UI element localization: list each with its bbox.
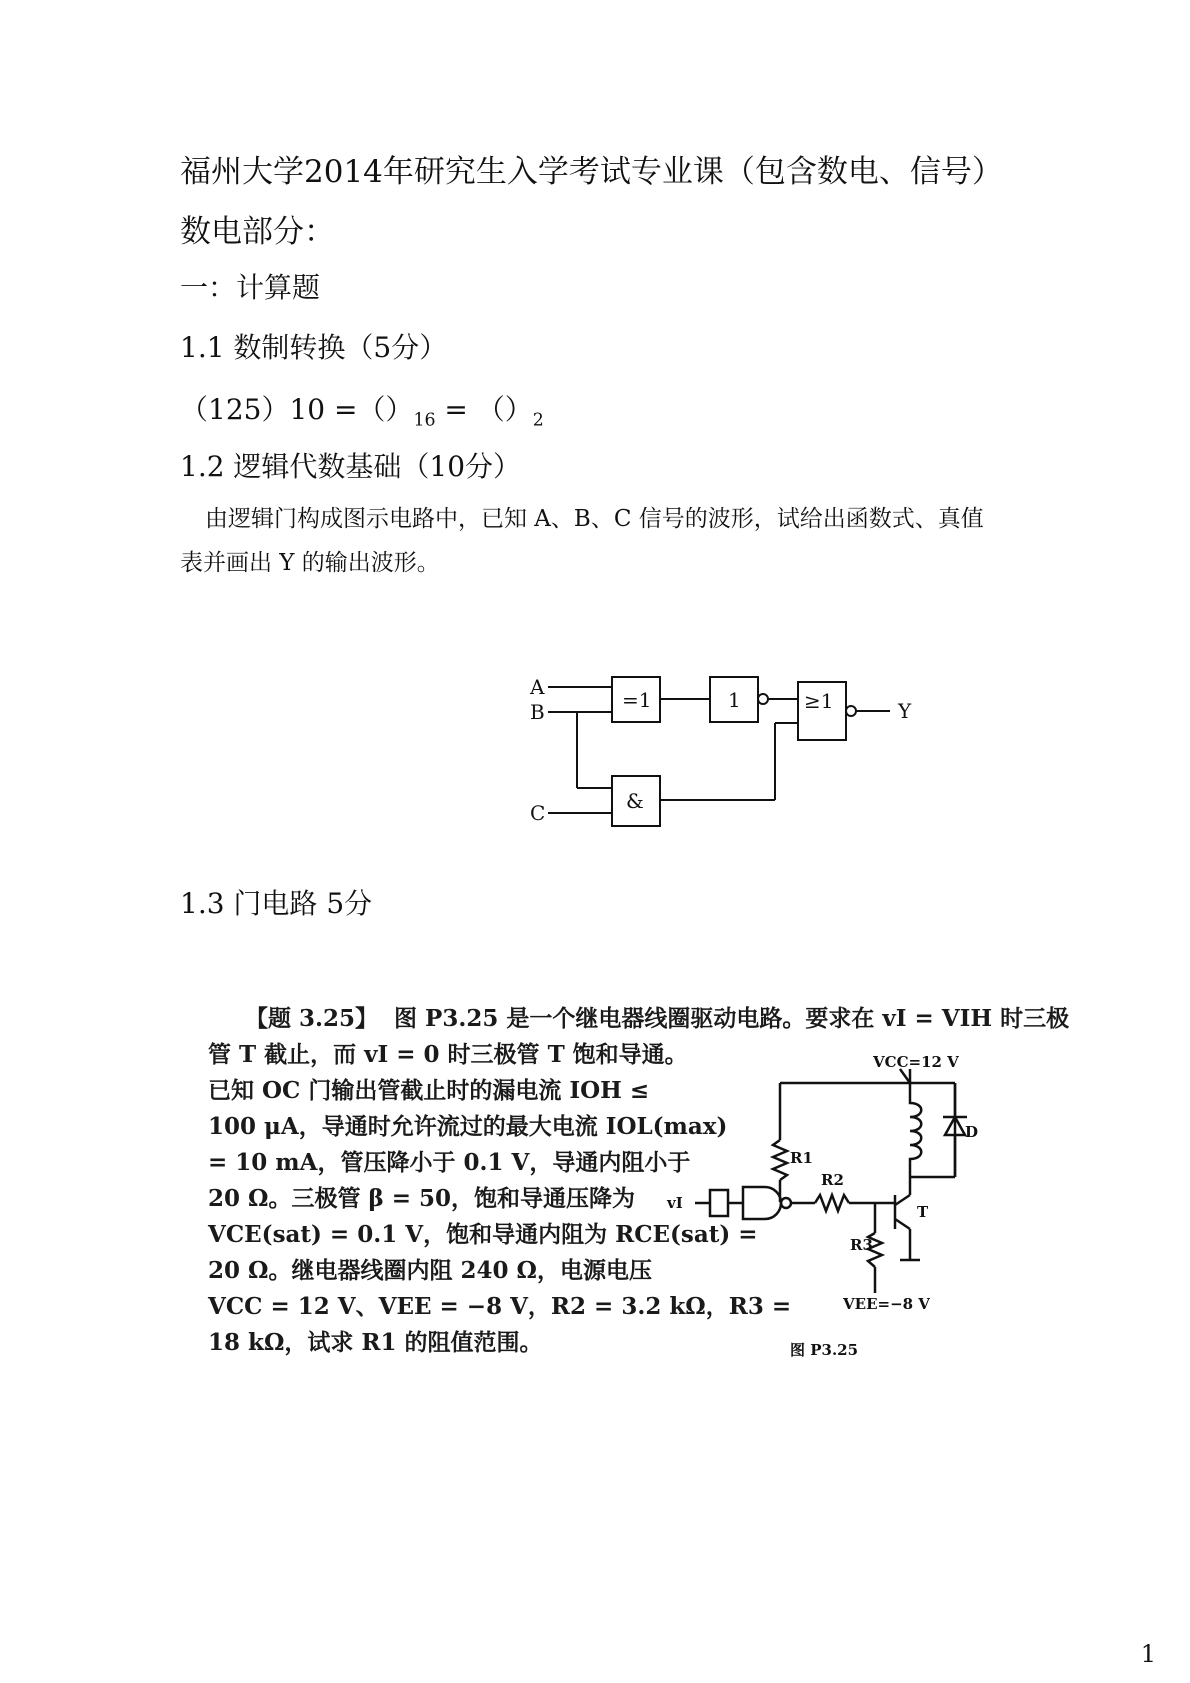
relay-coil bbox=[910, 1083, 921, 1177]
question-1-2-desc-1: 由逻辑门构成图示电路中，已知 A、B、C 信号的波形，试给出函数式、真值 bbox=[205, 506, 984, 532]
problem-line-2: 管 T 截止，而 vI = 0 时三极管 T 饱和导通。 bbox=[208, 1041, 688, 1068]
output-y-label: Y bbox=[898, 699, 912, 723]
problem-line-7: VCE(sat) = 0.1 V，饱和导通内阻为 RCE(sat) = bbox=[208, 1221, 758, 1248]
input-label: vI bbox=[667, 1194, 683, 1212]
problem-line-9: VCC = 12 V、VEE = −8 V，R2 = 3.2 kΩ，R3 = bbox=[208, 1293, 792, 1320]
input-c-label: C bbox=[530, 801, 546, 825]
input-b-label: B bbox=[530, 700, 545, 724]
question-1-1-heading: 1.1 数制转换（5分） bbox=[180, 331, 448, 364]
r3-label: R3 bbox=[850, 1236, 873, 1254]
problem-line-3: 已知 OC 门输出管截止时的漏电流 IOH ≤ bbox=[208, 1077, 650, 1104]
expression-prefix: （125）10 =（） bbox=[180, 393, 414, 426]
not-gate-label: 1 bbox=[728, 688, 741, 712]
r2-resistor bbox=[815, 1195, 849, 1211]
document-title: 福州大学2014年研究生入学考试专业课（包含数电、信号） bbox=[180, 154, 1003, 190]
expression-mid: = （） bbox=[435, 393, 533, 426]
problem-line-6: 20 Ω。三极管 β = 50，饱和导通压降为 bbox=[208, 1185, 636, 1212]
figure-caption: 图 P3.25 bbox=[790, 1341, 859, 1359]
problem-line-5: = 10 mA，管压降小于 0.1 V，导通内阻小于 bbox=[208, 1149, 691, 1176]
not-bubble bbox=[758, 694, 768, 704]
question-1-3-heading: 1.3 门电路 5分 bbox=[180, 887, 373, 920]
problem-line-1 bbox=[245, 1000, 1069, 1033]
problem-line-1-text: 图 P3.25 是一个继电器线圈驱动电路。要求在 vI = VIH 时三极 bbox=[394, 1005, 1070, 1032]
nor-gate-label: ≥1 bbox=[804, 689, 834, 713]
and-gate-label: & bbox=[626, 789, 644, 813]
question-1-2-desc-2: 表并画出 Y 的输出波形。 bbox=[180, 550, 440, 576]
r1-label: R1 bbox=[790, 1149, 813, 1167]
section-heading: 数电部分： bbox=[180, 214, 335, 250]
base-2: 2 bbox=[532, 410, 544, 431]
problem-line-4: 100 μA，导通时允许流过的最大电流 IOL(max) bbox=[208, 1113, 728, 1140]
part-heading: 一：计算题 bbox=[180, 271, 321, 304]
vee-label: VEE=−8 V bbox=[843, 1295, 930, 1313]
problem-line-10: 18 kΩ，试求 R1 的阻值范围。 bbox=[208, 1329, 543, 1356]
question-1-2-heading: 1.2 逻辑代数基础（10分） bbox=[180, 450, 522, 483]
relay-driver-circuit bbox=[655, 1045, 985, 1365]
problem-tag: 【题 3.25】 bbox=[245, 1005, 379, 1032]
logic-circuit-diagram bbox=[520, 665, 940, 845]
transistor-label: T bbox=[917, 1203, 929, 1221]
diode-label: D bbox=[965, 1123, 979, 1141]
question-1-1-expression bbox=[180, 388, 544, 431]
page-number: 1 bbox=[1140, 1640, 1156, 1668]
nor-bubble bbox=[846, 706, 856, 716]
vcc-label: VCC=12 V bbox=[873, 1053, 959, 1071]
oc-gate bbox=[743, 1187, 781, 1219]
base-16: 16 bbox=[413, 410, 436, 431]
problem-line-8: 20 Ω。继电器线圈内阻 240 Ω，电源电压 bbox=[208, 1257, 652, 1284]
input-a-label: A bbox=[530, 675, 545, 699]
r1-resistor bbox=[773, 1140, 787, 1180]
r2-label: R2 bbox=[821, 1171, 844, 1189]
xor-gate-label: =1 bbox=[622, 688, 652, 712]
